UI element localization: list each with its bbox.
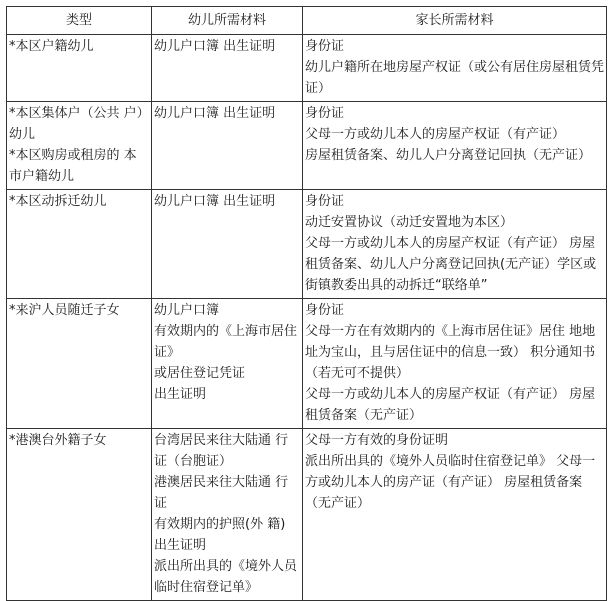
parent-material-line: 房屋租赁备案、幼儿人户分离登记回执（无产证） xyxy=(305,148,592,163)
type-line: *港澳台外籍子女 xyxy=(9,433,107,448)
type-line: *来沪人员随迁子女 xyxy=(9,303,120,318)
child-material-line: 派出所出具的《境外人员临时住宿登记单》 xyxy=(154,559,298,595)
table-row xyxy=(7,299,607,429)
type-line: *本区购房或租房的 本市户籍幼儿 xyxy=(9,148,137,184)
child-materials-cell xyxy=(152,429,303,601)
table-row xyxy=(7,190,607,299)
parent-material-line: 身份证 xyxy=(305,303,345,318)
header-child-materials: 幼儿所需材料 xyxy=(152,7,303,35)
parent-materials-cell xyxy=(303,299,607,429)
child-material-line: 台湾居民来往大陆通 行证（台胞证） xyxy=(154,433,289,469)
type-cell xyxy=(7,190,152,299)
child-materials-cell xyxy=(152,190,303,299)
child-material-line: 出生证明 xyxy=(154,387,207,402)
child-material-line: 出生证明 xyxy=(154,538,207,553)
type-line: *本区动拆迁幼儿 xyxy=(9,194,107,209)
child-materials-cell xyxy=(152,102,303,190)
header-parent-materials: 家长所需材料 xyxy=(303,7,607,35)
type-cell xyxy=(7,299,152,429)
parent-material-line: 幼儿户籍所在地房屋产权证（或公有居住房屋租赁凭证） xyxy=(305,60,605,96)
parent-material-line: 父母一方或幼儿本人的房屋产权证（有产证） 房屋租赁备案、幼儿人户分离登记回执(无产证）学区或街镇教委出具的动拆迁“联络单” xyxy=(305,236,597,293)
child-material-line: 幼儿户口簿 出生证明 xyxy=(154,194,276,209)
materials-table xyxy=(6,6,607,601)
parent-materials-cell xyxy=(303,102,607,190)
child-material-line: 幼儿户口簿 xyxy=(154,303,220,318)
type-cell xyxy=(7,35,152,102)
type-cell xyxy=(7,102,152,190)
header-type: 类型 xyxy=(7,7,152,35)
parent-material-line: 动迁安置协议（动迁安置地为本区） xyxy=(305,215,514,230)
table-row xyxy=(7,35,607,102)
child-materials-cell xyxy=(152,299,303,429)
child-material-line: 幼儿户口簿 出生证明 xyxy=(154,106,276,121)
header-row xyxy=(7,7,607,35)
parent-material-line: 父母一方有效的身份证明 xyxy=(305,433,449,448)
table-row xyxy=(7,429,607,601)
parent-materials-cell xyxy=(303,35,607,102)
child-material-line: 幼儿户口簿 出生证明 xyxy=(154,39,276,54)
child-material-line: 或居住登记凭证 xyxy=(154,366,246,381)
parent-material-line: 父母一方或幼儿本人的房屋产权证（有产证） 房屋租赁备案（无产证） xyxy=(305,387,596,423)
parent-material-line: 身份证 xyxy=(305,194,345,209)
child-material-line: 有效期内的《上海市居住证》 xyxy=(154,324,298,360)
table-row xyxy=(7,102,607,190)
type-line: *本区户籍幼儿 xyxy=(9,39,94,54)
parent-materials-cell xyxy=(303,190,607,299)
parent-material-line: 身份证 xyxy=(305,39,345,54)
parent-material-line: 父母一方在有效期内的《上海市居住证》居住 地地址为宝山，且与居住证中的信息一致） 积分通知书（若无可不提供） xyxy=(305,324,596,381)
child-material-line: 港澳居民来往大陆通 行证 xyxy=(154,475,289,511)
parent-material-line: 父母一方或幼儿本人的房屋产权证（有产证） xyxy=(305,127,566,142)
parent-material-line: 派出所出具的《境外人员临时住宿登记单》 父母一方或幼儿本人的房产证（有产证） 房屋租赁备案（无产证） xyxy=(305,454,596,511)
parent-materials-cell xyxy=(303,429,607,601)
type-line: *本区集体户（公共 户）幼儿 xyxy=(9,106,144,142)
child-material-line: 有效期内的护照(外 籍) xyxy=(154,517,286,532)
type-cell xyxy=(7,429,152,601)
parent-material-line: 身份证 xyxy=(305,106,345,121)
child-materials-cell xyxy=(152,35,303,102)
